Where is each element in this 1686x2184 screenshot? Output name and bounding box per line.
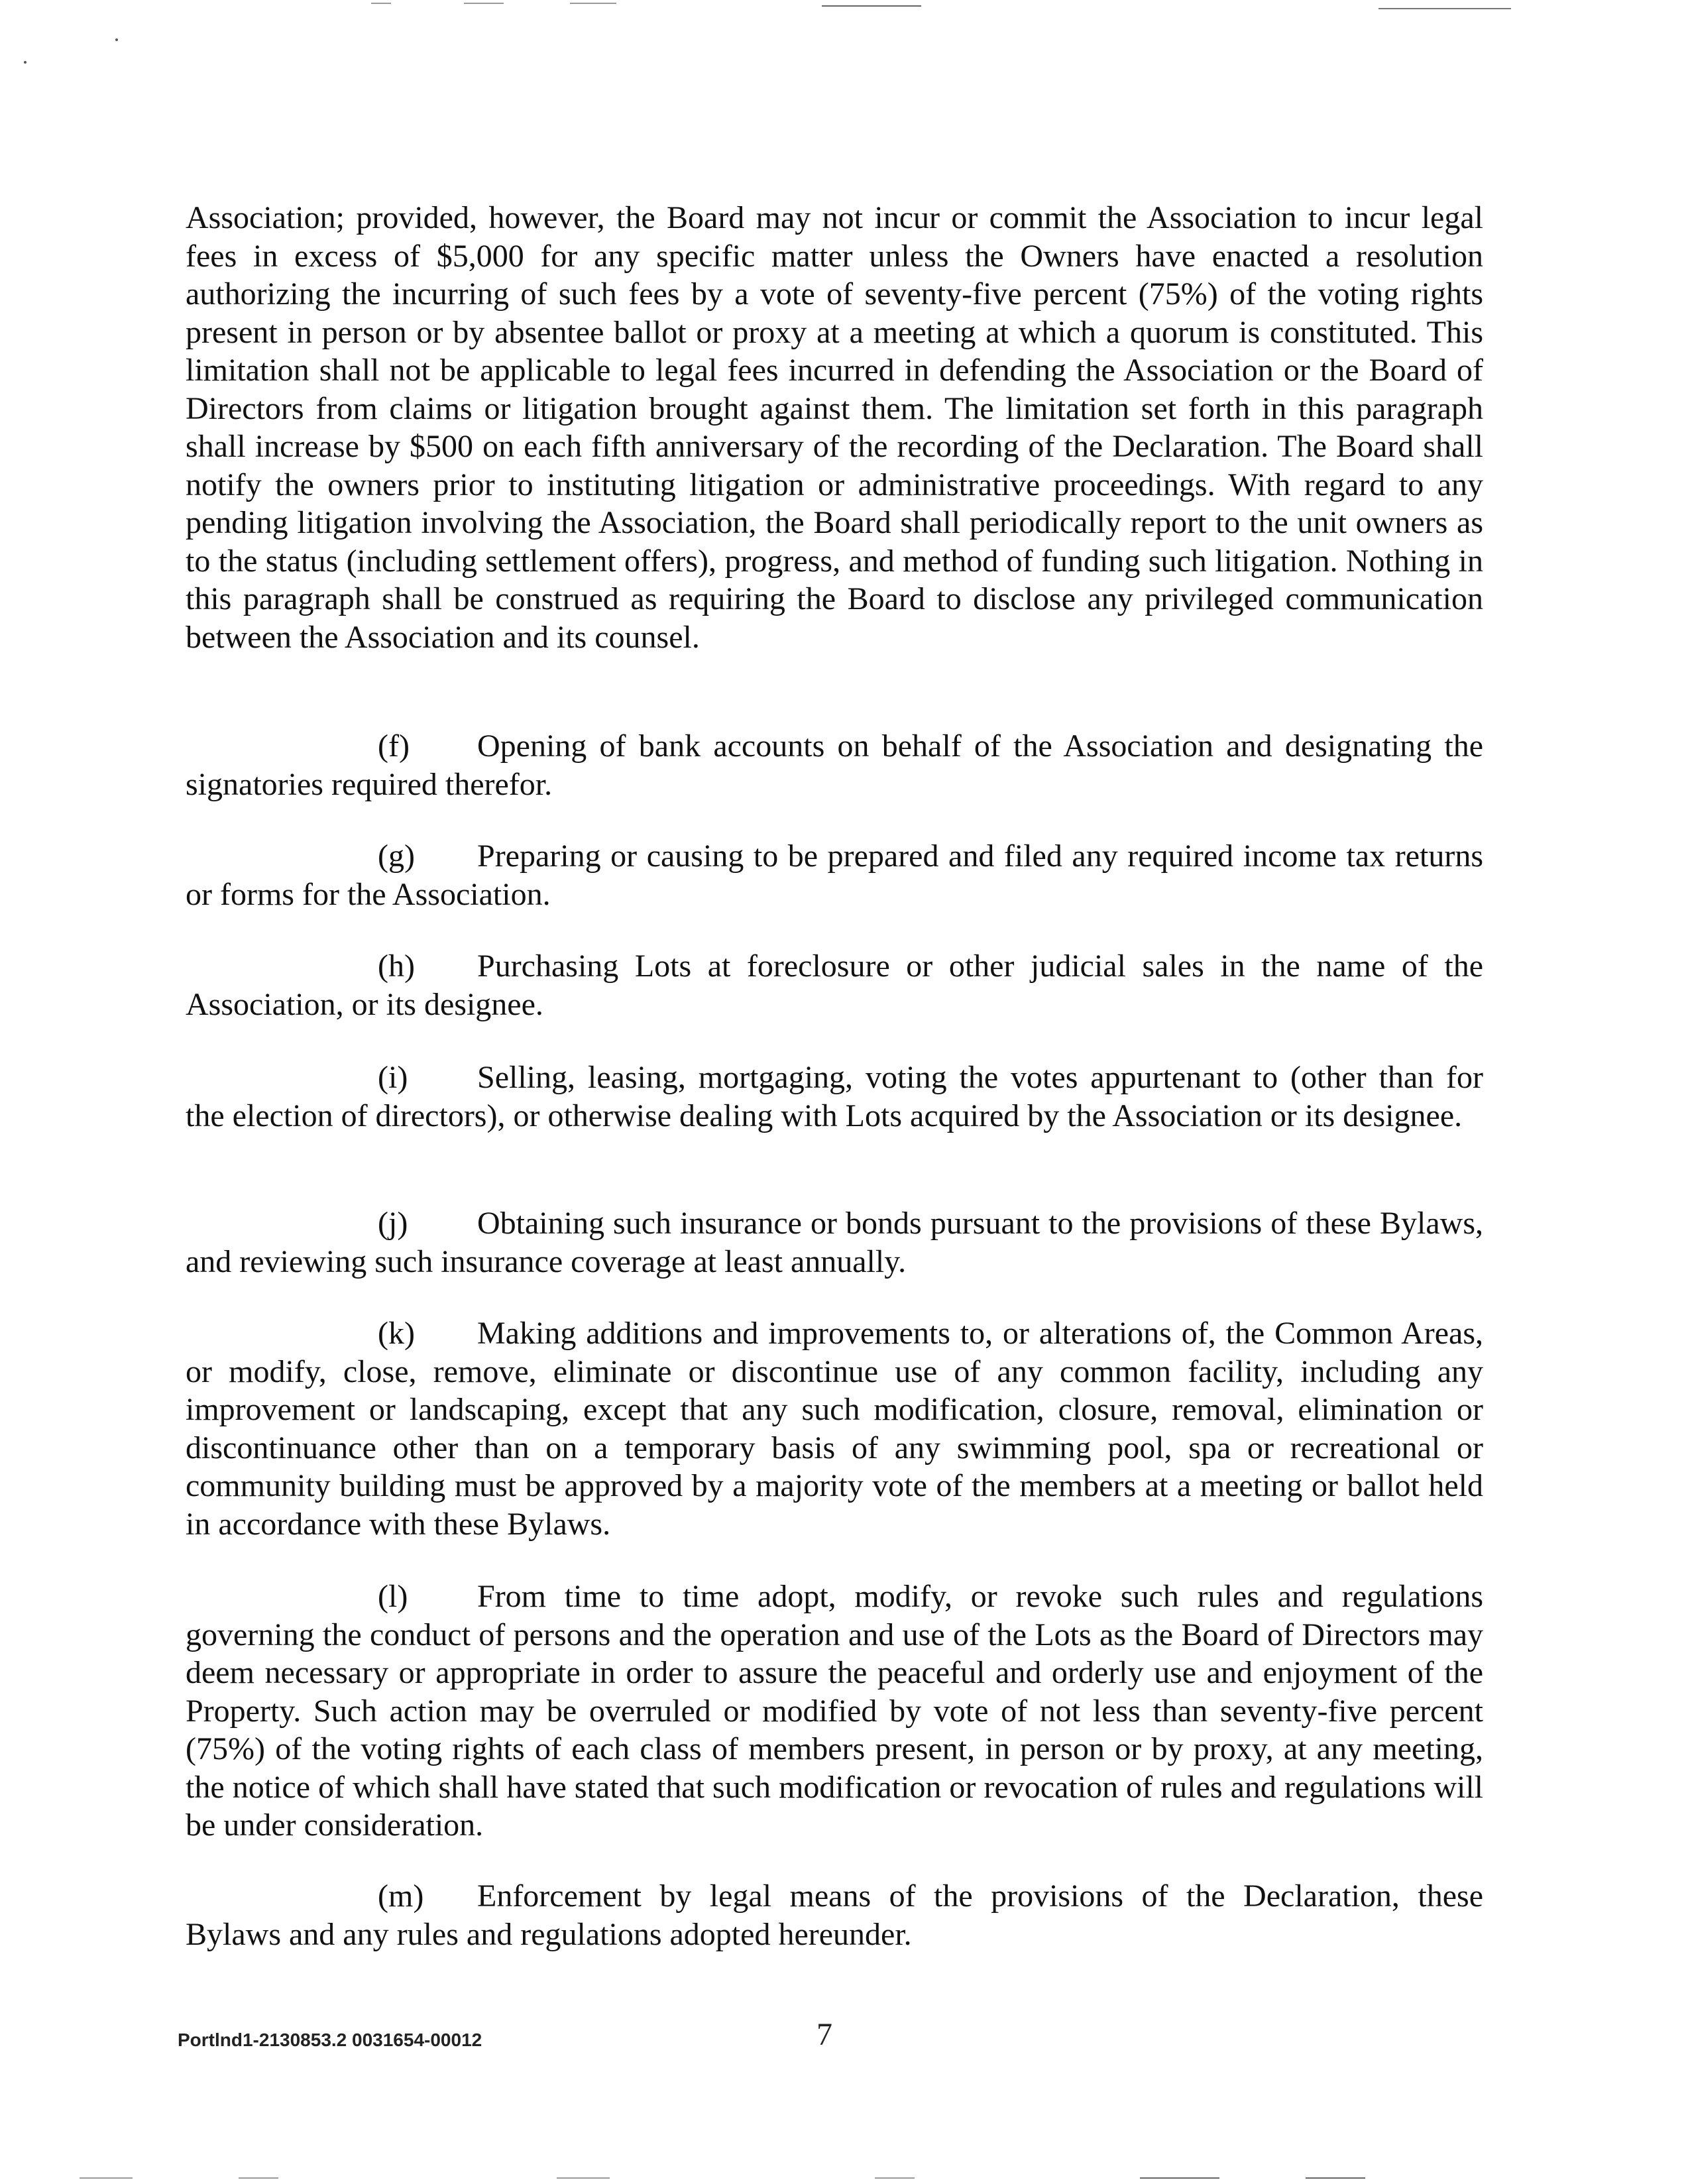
item-label: (h) [378, 948, 415, 984]
list-item-i [186, 1059, 1483, 1135]
scan-artifact [80, 2177, 133, 2179]
scan-artifact [1140, 2177, 1219, 2179]
scan-artifact [464, 3, 504, 4]
scan-artifact [1378, 8, 1511, 9]
scan-artifact [115, 38, 118, 41]
list-item-k [186, 1314, 1483, 1543]
item-text: Opening of bank accounts on behalf of the Association and designating the signatories required therefor. [186, 728, 1483, 802]
scan-artifact [239, 2177, 278, 2179]
item-label: (i) [378, 1060, 408, 1095]
list-item-g [186, 837, 1483, 913]
list-item-j [186, 1204, 1483, 1281]
scan-artifact [570, 3, 616, 4]
page-number: 7 [816, 2017, 832, 2052]
item-text: Preparing or causing to be prepared and filed any required income tax returns or forms for the Association. [186, 838, 1483, 912]
footer-document-id: Portlnd1-2130853.2 0031654-00012 [178, 2030, 482, 2050]
item-label: (l) [378, 1579, 408, 1614]
scan-artifact [875, 2177, 915, 2179]
list-item-h [186, 947, 1483, 1023]
item-text: Making additions and improvements to, or alterations of, the Common Areas, or modify, close, remove, eliminate or discontinue use of any common facility, including any improvement or landscaping, except that any such modification, closure, removal, elimination or discontinuance other than on a temporary basis of any swimming pool, spa or recreational or community building must be approved by a majority vote of the members at a meeting or ballot held in accordance with these Bylaws. [186, 1316, 1483, 1542]
item-text: Purchasing Lots at foreclosure or other judicial sales in the name of the Association, or its designee. [186, 948, 1483, 1022]
scan-artifact [24, 61, 27, 64]
item-label: (f) [378, 728, 410, 764]
continuation-paragraph: Association; provided, however, the Board may not incur or commit the Association to incur legal fees in excess of $5,000 for any specific matter unless the Owners have enacted a resolution authorizing the incurring of such fees by a vote of seventy-five percent (75%) of the voting rights present in person or by absentee ballot or proxy at a meeting at which a quorum is constituted. This limitation shall not be applicable to legal fees incurred in defending the Association or the Board of Directors from claims or litigation brought against them. The limitation set forth in this paragraph shall increase by $500 on each fifth anniversary of the recording of the Declaration. The Board shall notify the owners prior to instituting litigation or administrative proceedings. With regard to any pending litigation involving the Association, the Board shall periodically report to the unit owners as to the status (including settlement offers), progress, and method of funding such litigation. Nothing in this paragraph shall be construed as requiring the Board to disclose any privileged communication between the Association and its counsel. [186, 200, 1483, 655]
scan-artifact [557, 2177, 610, 2179]
item-label: (g) [378, 838, 415, 874]
item-label: (j) [378, 1206, 408, 1241]
item-label: (m) [378, 1878, 424, 1914]
item-text: Obtaining such insurance or bonds pursuant to the provisions of these Bylaws, and reviewing such insurance coverage at least annually. [186, 1206, 1483, 1279]
list-item-f [186, 727, 1483, 803]
scan-artifact [822, 5, 921, 7]
item-text: Selling, leasing, mortgaging, voting the votes appurtenant to (other than for the election of directors), or otherwise dealing with Lots acquired by the Association or its designee. [186, 1060, 1483, 1133]
list-item-m [186, 1877, 1483, 1953]
item-text: From time to time adopt, modify, or revoke such rules and regulations governing the conduct of persons and the operation and use of the Lots as the Board of Directors may deem necessary or appropriate in order to assure the peaceful and orderly use and enjoyment of the Property. Such action may be overruled or modified by vote of not less than seventy-five percent (75%) of the voting rights of each class of members present, in person or by proxy, at any meeting, the notice of which shall have stated that such modification or revocation of rules and regulations will be under consideration. [186, 1579, 1483, 1843]
list-item-l [186, 1578, 1483, 1845]
item-text: Enforcement by legal means of the provisions of the Declaration, these Bylaws and any rules and regulations adopted hereunder. [186, 1878, 1483, 1952]
item-label: (k) [378, 1316, 415, 1351]
scan-artifact [1306, 2177, 1365, 2179]
scan-artifact [371, 3, 391, 4]
